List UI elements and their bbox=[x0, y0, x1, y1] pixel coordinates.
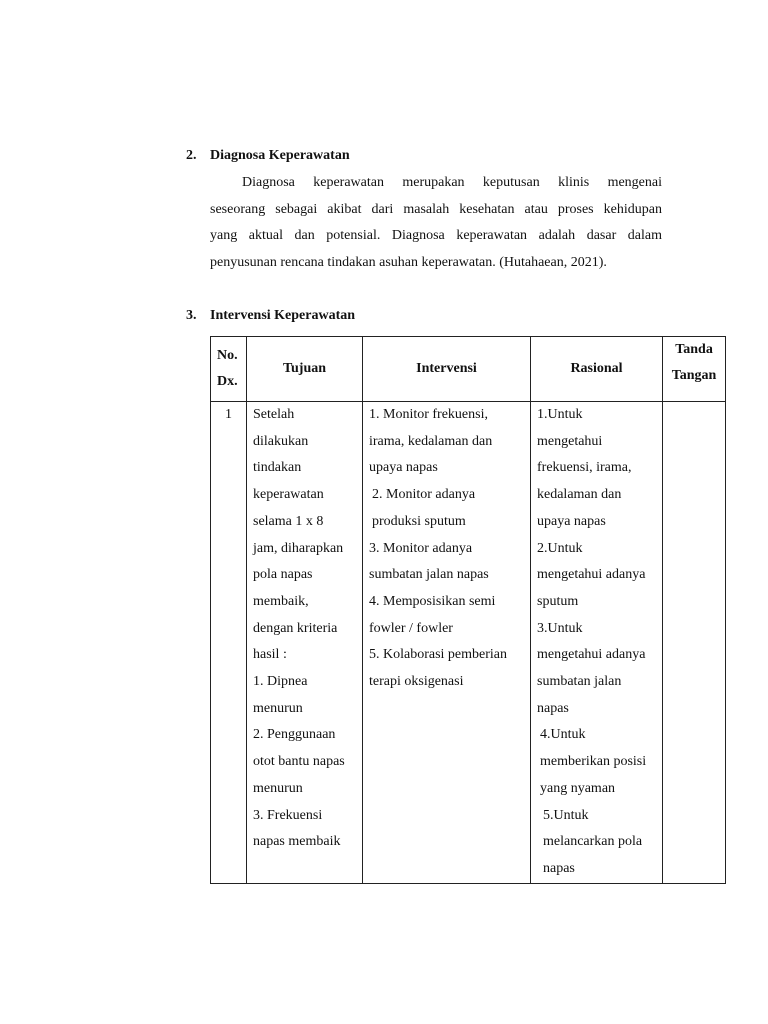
tujuan-line: dengan kriteria bbox=[253, 620, 338, 636]
rasional-line: kedalaman dan bbox=[537, 487, 622, 503]
intervensi-line: sumbatan jalan napas bbox=[369, 567, 489, 583]
cell-tanda-tangan bbox=[663, 402, 726, 884]
cell-intervensi bbox=[363, 402, 531, 884]
tujuan-line: 1. Dipnea bbox=[253, 674, 308, 690]
intervensi-line: produksi sputum bbox=[372, 513, 466, 529]
rasional-line: napas bbox=[537, 700, 569, 716]
section-title: Intervensi Keperawatan bbox=[210, 308, 356, 323]
rasional-line: melancarkan pola bbox=[543, 834, 643, 850]
tujuan-line: menurun bbox=[253, 780, 303, 796]
header-tanda-tangan bbox=[663, 337, 726, 402]
header-no-dx bbox=[211, 337, 247, 402]
tujuan-line: selama 1 x 8 bbox=[253, 513, 324, 529]
header-intervensi: Intervensi bbox=[363, 337, 531, 402]
paragraph-line: Diagnosa keperawatan merupakan keputusan klinis mengenai bbox=[242, 175, 662, 190]
rasional-line: 3.Untuk bbox=[537, 620, 583, 636]
rasional-line: 4.Untuk bbox=[540, 727, 586, 743]
tujuan-line: napas membaik bbox=[253, 834, 341, 850]
rasional-line: mengetahui adanya bbox=[537, 567, 646, 583]
paragraph-line: penyusunan rencana tindakan asuhan keperawatan. (Hutahaean, 2021). bbox=[210, 254, 607, 270]
tujuan-line: menurun bbox=[253, 700, 303, 716]
intervensi-line: irama, kedalaman dan bbox=[369, 433, 493, 449]
rasional-line: 2.Untuk bbox=[537, 540, 583, 556]
intervention-table bbox=[210, 336, 726, 884]
rasional-line: napas bbox=[543, 860, 575, 876]
intervensi-line: 3. Monitor adanya bbox=[369, 540, 473, 556]
tujuan-line: pola napas bbox=[253, 567, 313, 583]
rasional-line: mengetahui bbox=[537, 433, 603, 449]
section-heading-intervensi bbox=[186, 308, 355, 324]
cell-no: 1 bbox=[211, 402, 247, 884]
tujuan-line: Setelah bbox=[253, 407, 295, 422]
tujuan-line: jam, diharapkan bbox=[253, 540, 344, 556]
tujuan-line: hasil : bbox=[253, 647, 287, 663]
table-header-row bbox=[211, 337, 726, 402]
header-rasional: Rasional bbox=[531, 337, 663, 402]
tujuan-line: otot bantu napas bbox=[253, 754, 345, 770]
rasional-line: sputum bbox=[537, 593, 579, 609]
section-number: 3. bbox=[186, 308, 197, 323]
header-no-line: No. bbox=[217, 348, 238, 363]
header-dx-line: Dx. bbox=[217, 374, 238, 389]
paragraph-line: seseorang sebagai akibat dari masalah kesehatan atau proses kehidupan bbox=[210, 201, 662, 217]
tujuan-line: keperawatan bbox=[253, 487, 324, 503]
intervensi-line: 1. Monitor frekuensi, bbox=[369, 407, 488, 422]
intervensi-line: fowler / fowler bbox=[369, 620, 453, 636]
rasional-line: yang nyaman bbox=[540, 780, 616, 796]
tujuan-line: 2. Penggunaan bbox=[253, 727, 336, 743]
tujuan-lines bbox=[253, 402, 356, 856]
intervensi-line: upaya napas bbox=[369, 460, 438, 476]
rasional-line: frekuensi, irama, bbox=[537, 460, 632, 476]
section-heading-diagnosa bbox=[186, 148, 350, 164]
intervensi-line: terapi oksigenasi bbox=[369, 674, 464, 690]
header-tangan-line: Tangan bbox=[671, 368, 717, 383]
rasional-lines bbox=[537, 402, 656, 883]
intervensi-line: 2. Monitor adanya bbox=[372, 487, 476, 503]
table-row bbox=[211, 402, 726, 884]
section-title: Diagnosa Keperawatan bbox=[210, 148, 350, 163]
intervensi-line: 4. Memposisikan semi bbox=[369, 593, 496, 609]
diagnosa-paragraph bbox=[210, 170, 662, 276]
rasional-line: 5.Untuk bbox=[543, 807, 589, 823]
tujuan-line: dilakukan bbox=[253, 433, 309, 449]
tujuan-line: tindakan bbox=[253, 460, 302, 476]
header-tujuan: Tujuan bbox=[247, 337, 363, 402]
tujuan-line: 3. Frekuensi bbox=[253, 807, 323, 823]
cell-tujuan bbox=[247, 402, 363, 884]
section-number: 2. bbox=[186, 148, 197, 163]
cell-rasional bbox=[531, 402, 663, 884]
rasional-line: mengetahui adanya bbox=[537, 647, 646, 663]
header-tanda-line: Tanda bbox=[675, 342, 713, 357]
rasional-line: sumbatan jalan bbox=[537, 674, 622, 690]
rasional-line: memberikan posisi bbox=[540, 754, 647, 770]
rasional-line: upaya napas bbox=[537, 513, 606, 529]
intervensi-lines bbox=[369, 402, 524, 696]
intervensi-line: 5. Kolaborasi pemberian bbox=[369, 647, 508, 663]
tujuan-line: membaik, bbox=[253, 593, 309, 609]
rasional-line: 1.Untuk bbox=[537, 407, 583, 422]
paragraph-line: yang aktual dan potensial. Diagnosa keperawatan adalah dasar dalam bbox=[210, 228, 662, 244]
